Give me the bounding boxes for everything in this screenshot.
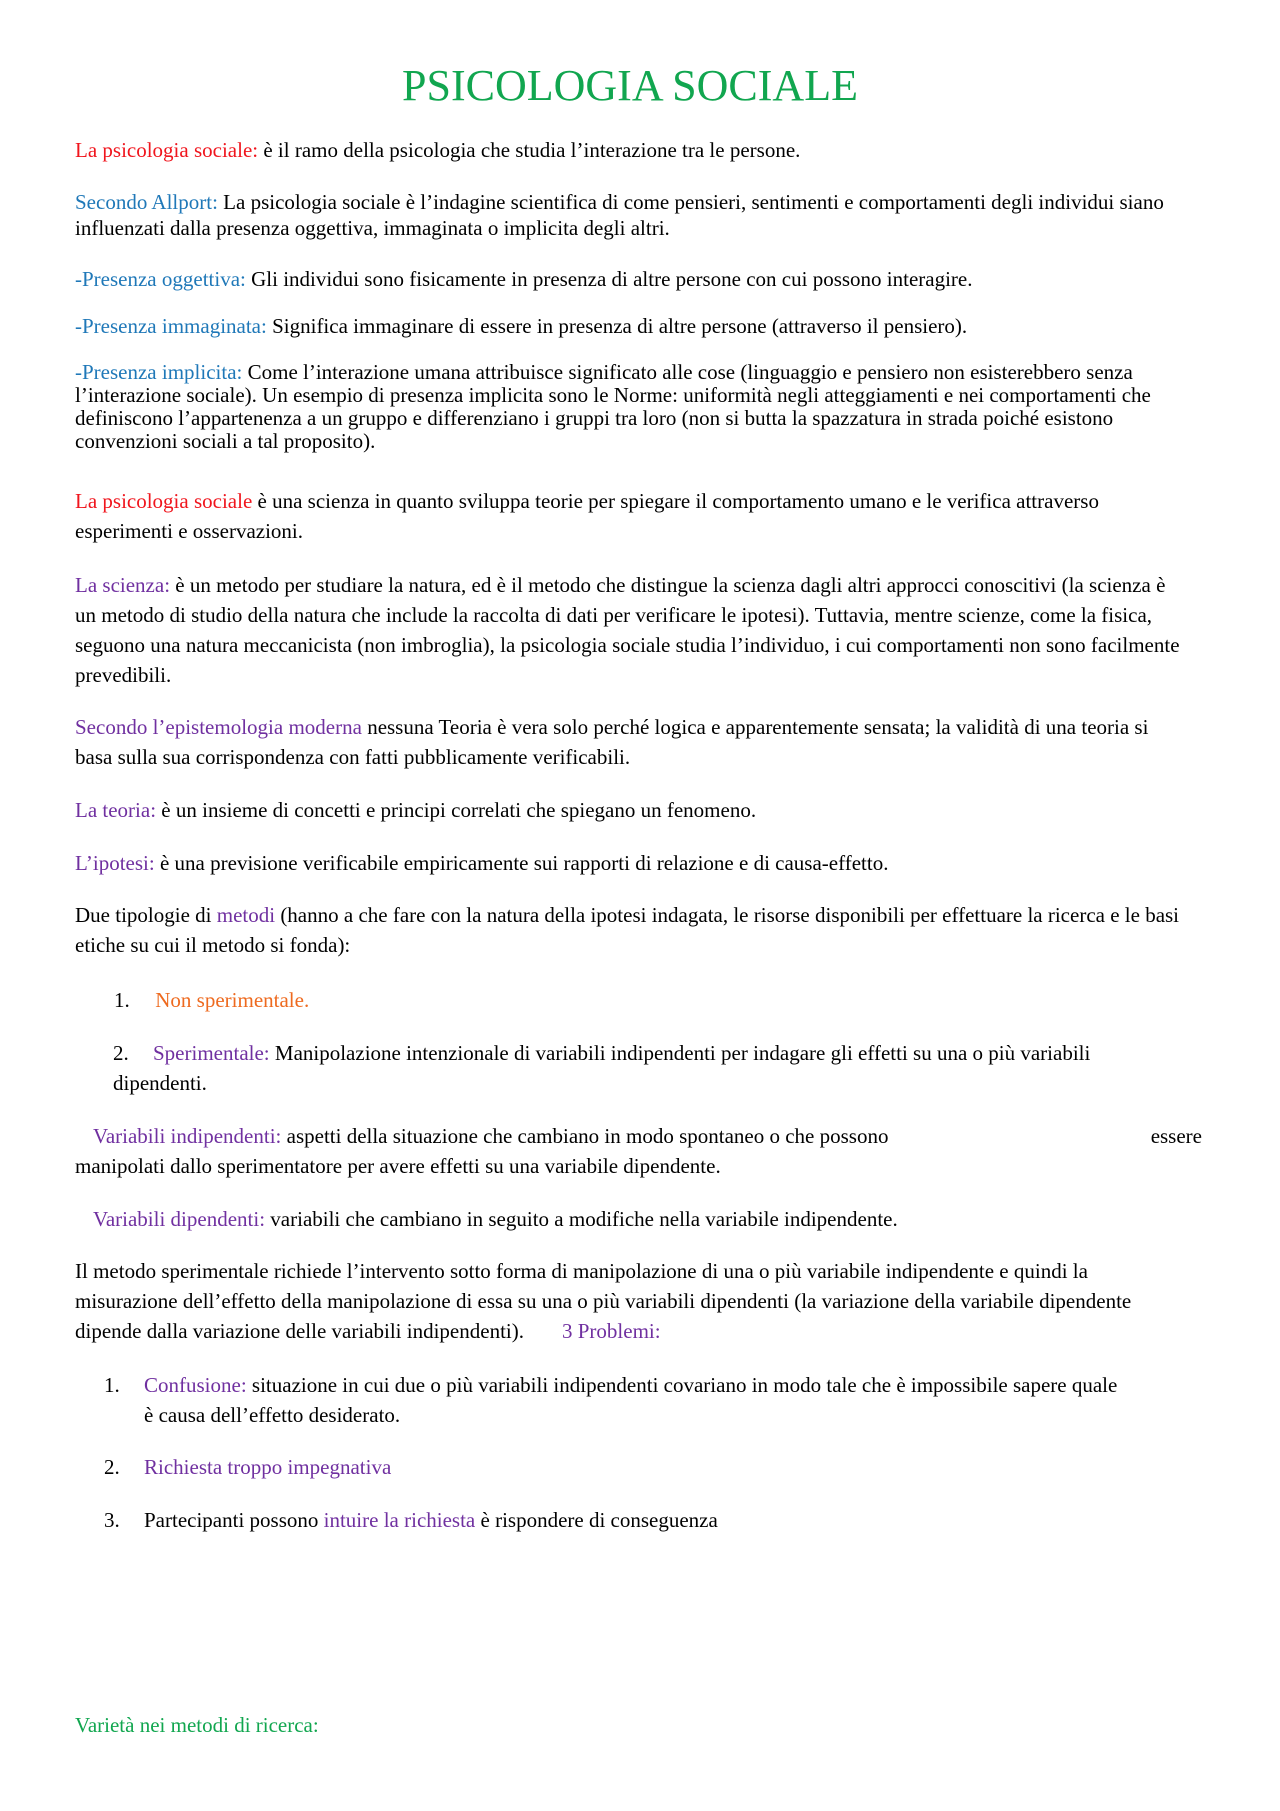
- list-item: [114, 985, 1114, 1015]
- paragraph-text: è un metodo per studiare la natura, ed è il metodo che distingue la scienza dagli altri approcci conoscitivi (la scienza è un metodo di studio della natura che include la raccolta di dati per verificare le ipotesi). Tuttavia, mentre scienze, come la fisica, seguono una natura meccanicista (non imbroglia), la psicologia sociale studia l’individuo, i cui comportamenti non sono facilmente prevedibili.: [75, 573, 1180, 687]
- paragraph-text: variabili che cambiano in seguito a modifiche nella variabile indipendente.: [265, 1207, 898, 1231]
- list-number: 2.: [113, 1041, 129, 1065]
- term-label: -Presenza oggettiva:: [75, 267, 246, 291]
- term-label: Confusione:: [144, 1373, 247, 1397]
- paragraph-text: Come l’interazione umana attribuisce significato alle cose (linguaggio e pensiero non esisterebbero senza l’interazione sociale). Un esempio di presenza implicita sono le Norme: uniformità negli atteggiamenti e nei comportamenti che definiscono l’appartenenza a un gruppo e differenziano i gruppi tra loro (non si butta la spazzatura in strada poiché esistono convenzioni sociali a tal proposito).: [75, 360, 1151, 453]
- paragraph-scienza: [75, 570, 1185, 690]
- term-label: Sperimentale:: [153, 1041, 270, 1065]
- list-text: situazione in cui due o più variabili indipendenti covariano in modo tale che è impossibile sapere quale è causa dell’effetto desiderato.: [144, 1373, 1118, 1427]
- paragraph-text: Due tipologie di: [75, 903, 217, 927]
- term-label: Secondo Allport:: [75, 190, 218, 214]
- paragraph-text: aspetti della situazione che cambiano in modo spontaneo o che possono: [281, 1124, 889, 1148]
- paragraph-presenza-oggettiva: [75, 264, 1185, 294]
- paragraph-text: è il ramo della psicologia che studia l’interazione tra le persone.: [258, 138, 801, 162]
- term-label: -Presenza immaginata:: [75, 314, 267, 338]
- paragraph-epistemologia: [75, 712, 1185, 772]
- term-label: metodi: [216, 903, 276, 927]
- paragraph-variabili-dipendenti: [75, 1204, 1185, 1234]
- list-text: Partecipanti possono: [144, 1508, 324, 1532]
- paragraph-presenza-immaginata: [75, 311, 1185, 341]
- paragraph-text: Gli individui sono fisicamente in presenza di altre persone con cui possono interagire.: [245, 267, 973, 291]
- section-heading: Varietà nei metodi di ricerca:: [75, 1713, 319, 1737]
- list-text: è rispondere di conseguenza: [475, 1508, 718, 1532]
- term-label: Secondo l’epistemologia moderna: [75, 715, 362, 739]
- paragraph-metodo-sperimentale: [75, 1256, 1185, 1346]
- term-label: La psicologia sociale: [75, 489, 253, 513]
- paragraph-text: La psicologia sociale è l’indagine scientifica di come pensieri, sentimenti e comportamenti degli individui siano influenzati dalla presenza oggettiva, immaginata o implicita degli altri.: [75, 190, 1164, 240]
- term-label: Non sperimentale.: [150, 988, 310, 1012]
- list-number: 3.: [104, 1508, 120, 1532]
- term-label: intuire la richiesta: [323, 1508, 476, 1532]
- term-label: Richiesta troppo impegnativa: [144, 1455, 392, 1479]
- page-title: PSICOLOGIA SOCIALE: [402, 61, 858, 110]
- list-number: 2.: [104, 1455, 120, 1479]
- list-text: Manipolazione intenzionale di variabili indipendenti per indagare gli effetti su una o più variabili dipendenti.: [113, 1041, 1091, 1095]
- list-number: 1.: [104, 1373, 120, 1397]
- term-label: Variabili dipendenti:: [93, 1207, 266, 1231]
- paragraph-definition: [75, 135, 1185, 165]
- term-label: La scienza:: [75, 573, 171, 597]
- paragraph-text: Significa immaginare di essere in presenza di altre persone (attraverso il pensiero).: [266, 314, 968, 338]
- paragraph-text: (hanno a che fare con la natura della ipotesi indagata, le risorse disponibili per effettuare la ricerca e le basi etiche su cui il metodo si fonda):: [75, 903, 1180, 957]
- paragraph-metodi: [75, 900, 1185, 960]
- paragraph-text: nessuna Teoria è vera solo perché logica e apparentemente sensata; la validità di una teoria si basa sulla sua corrispondenza con fatti pubblicamente verificabili.: [75, 715, 1149, 769]
- paragraph-text: è una previsione verificabile empiricamente sui rapporti di relazione e di causa-effetto.: [154, 851, 889, 875]
- list-item: [104, 1452, 1104, 1482]
- paragraph-teoria: [75, 795, 1185, 825]
- paragraph-variabili-indipendenti: [75, 1121, 1202, 1181]
- paragraph-text: è una scienza in quanto sviluppa teorie per spiegare il comportamento umano e le verifica attraverso esperimenti e osservazioni.: [75, 489, 1099, 543]
- term-label: La psicologia sociale:: [75, 138, 259, 162]
- paragraph-text: essere: [1150, 1124, 1202, 1148]
- paragraph-scienza-psicologia: [75, 486, 1185, 546]
- paragraph-text: è un insieme di concetti e principi correlati che spiegano un fenomeno.: [156, 798, 757, 822]
- list-item: [113, 1038, 1123, 1098]
- list-item: [104, 1370, 1124, 1430]
- list-item: [104, 1505, 1104, 1535]
- paragraph-presenza-implicita: [75, 361, 1185, 453]
- term-label: L’ipotesi:: [75, 851, 155, 875]
- term-label: 3 Problemi:: [562, 1319, 661, 1343]
- paragraph-text: Il metodo sperimentale richiede l’intervento sotto forma di manipolazione di una o più variabile indipendente e quindi la misurazione dell’effetto della manipolazione di essa su una o più variabili dipendenti (la variazione della variabile dipendente dipende dalla variazione delle variabili indipendenti).: [75, 1259, 1132, 1343]
- paragraph-allport: [75, 189, 1185, 241]
- term-label: La teoria:: [75, 798, 157, 822]
- paragraph-text: manipolati dallo sperimentatore per avere effetti su una variabile dipendente.: [75, 1154, 721, 1178]
- list-number: 1.: [114, 988, 130, 1012]
- term-label: -Presenza implicita:: [75, 360, 243, 384]
- term-label: Variabili indipendenti:: [93, 1124, 282, 1148]
- paragraph-ipotesi: [75, 848, 1185, 878]
